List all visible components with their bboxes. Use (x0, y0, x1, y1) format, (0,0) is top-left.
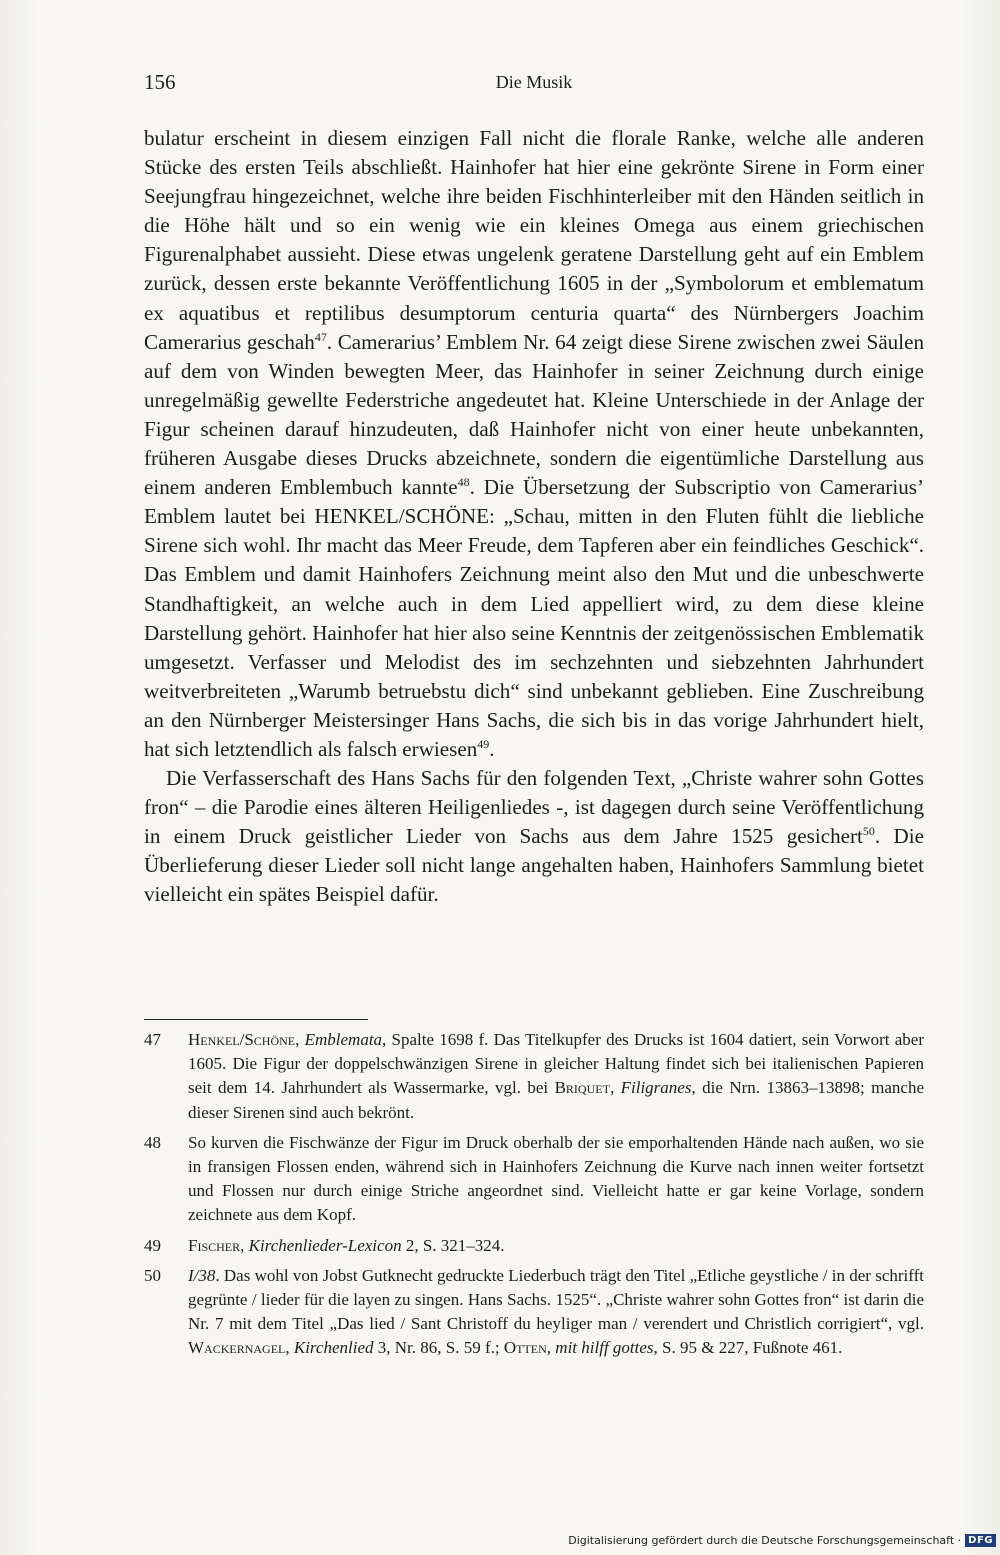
footnote-ref[interactable]: 49 (477, 736, 490, 751)
footnote-text: So kurven die Fischwänze der Figur im Druck oberhalb der sie emporhaltenden Hände nach außen, wo sie in fransigen Flossen enden, während sich in Hainhofers Zeichnung die Kurve nach innen weiter fortsetzt und Flossen nur durch einige Striche angeordnet sind. Vielleicht hatte er gar keine Vorlage, sondern zeichnete aus dem Kopf. (188, 1132, 924, 1225)
footnote-divider (144, 1019, 368, 1020)
dfg-logo-icon: DFG (965, 1534, 996, 1547)
footnote-ref[interactable]: 47 (314, 329, 327, 344)
page-number: 156 (144, 70, 176, 94)
footnote-text: Fischer, Kirchenlieder-Lexicon 2, S. 321–324. (188, 1235, 505, 1255)
running-title: Die Musik (495, 72, 573, 92)
footnote-47 (144, 1028, 924, 1125)
page-header (144, 70, 924, 100)
footnote-50 (144, 1264, 924, 1361)
footnote-number: 48 (144, 1132, 161, 1152)
footnote-ref[interactable]: 48 (457, 475, 470, 490)
footnote-text: Henkel/Schöne, Emblemata, Spalte 1698 f. Das Titelkupfer des Drucks ist 1604 datiert, sein Vorwort aber 1605. Die Figur der doppelschwänzigen Sirene in gleicher Haltung findet sich bei italienischen Papieren seit dem 14. Jahrhundert als Wassermarke, vgl. bei Briquet, Filigranes, die Nrn. 13863–13898; manche dieser Sirenen sind auch bekrönt. (188, 1030, 925, 1122)
footnote-number: 47 (144, 1030, 161, 1049)
funding-text: Digitalisierung gefördert durch die Deutsche Forschungsgemeinschaft · (568, 1533, 962, 1547)
main-text (144, 124, 924, 910)
funding-notice (568, 1531, 996, 1549)
footnote-number: 50 (144, 1265, 161, 1285)
footnotes (144, 1028, 924, 1367)
footnote-49 (144, 1234, 924, 1258)
footnote-number: 49 (144, 1235, 161, 1255)
footnote-text: I/38. Das wohl von Jobst Gutknecht gedruckte Liederbuch trägt den Titel „Etliche geystliche / in der schrifft gegrünte / lieder für die layen zu singen. Hans Sachs. 1525“. „Christe wahrer sohn Gottes fron“ ist darin die Nr. 7 mit dem Titel „Das lied / Sant Christoff du heyliger man / verendert und Christlich corrigiert“, vgl. Wackernagel, Kirchenlied 3, Nr. 86, S. 59 f.; Otten, mit hilff gottes, S. 95 & 227, Fußnote 461. (188, 1265, 924, 1358)
paragraph: bulatur erscheint in diesem einzigen Fall nicht die florale Ranke, welche alle anderen Stücke des ersten Teils abschließt. Hainhofer hat hier eine gekrönte Sirene in Form einer Seejungfrau hingezeichnet, welche ihre beiden Fischhinterleiber mit den Händen seitlich in die Höhe hält und so ein wenig wie ein kleines Omega aus einem griechischen Figurenalphabet aussieht. Diese etwas ungelenk geratene Darstellung geht auf ein Emblem zurück, dessen erste bekannte Veröffentlichung 1605 in der „Symbolorum et emblematum ex aquatibus et reptilibus desumptorum centuria quarta“ des Nürnbergers Joachim Camerarius geschah$^{47}$. Camerarius’ Emblem Nr. 64 zeigt diese Sirene zwischen zwei Säulen auf dem von Winden bewegten Meer, das Hainhofer in seiner Zeichnung durch einige unregelmäßig gewellte Federstriche angedeutet hat. Kleine Unterschiede in der Anlage der Figur scheinen darauf hinzudeuten, daß Hainhofer nicht von einer heute unbekannten, früheren Ausgabe dieses Drucks abzeichnete, sondern die eigentümliche Darstellung aus einem anderen Emblembuch kannte$^{48}$. Die Übersetzung der Subscriptio von Camerarius’ Emblem lautet bei HENKEL/SCHÖNE: „Schau, mitten in den Fluten fühlt die liebliche Sirene sich wohl. Ihr macht das Meer Freude, dem Tapferen aber ein feindliches Geschick“. Das Emblem und damit Hainhofers Zeichnung meint also den Mut und die unbeschwerte Standhaftigkeit, an welche auch in dem Lied appelliert wird, zu dem diese kleine Darstellung gehört. Hainhofer hat hier also seine Kenntnis der zeitgenössischen Emblematik umgesetzt. Verfasser und Melodist des im sechzehnten und siebzehnten Jahrhundert weitverbreiteten „Warumb betruebstu dich“ sind unbekannt geblieben. Eine Zuschreibung an den Nürnberger Meistersinger Hans Sachs, die sich bis in das vorige Jahrhundert hielt, hat sich letztendlich als falsch erwiesen$^{49}$. (144, 126, 924, 761)
paragraph: Die Verfasserschaft des Hans Sachs für den folgenden Text, „Christe wahrer sohn Gottes fron“ – die Parodie eines älteren Heiligenliedes -, ist dagegen durch seine Veröffentlichung in einem Druck geistlicher Lieder von Sachs aus dem Jahre 1525 gesichert$^{50}$. Die Überlieferung dieser Lieder soll nicht lange angehalten haben, Hainhofers Sammlung bietet vielleicht ein spätes Beispiel dafür. (144, 766, 924, 907)
footnote-ref[interactable]: 50 (862, 824, 875, 839)
footnote-48 (144, 1131, 924, 1228)
